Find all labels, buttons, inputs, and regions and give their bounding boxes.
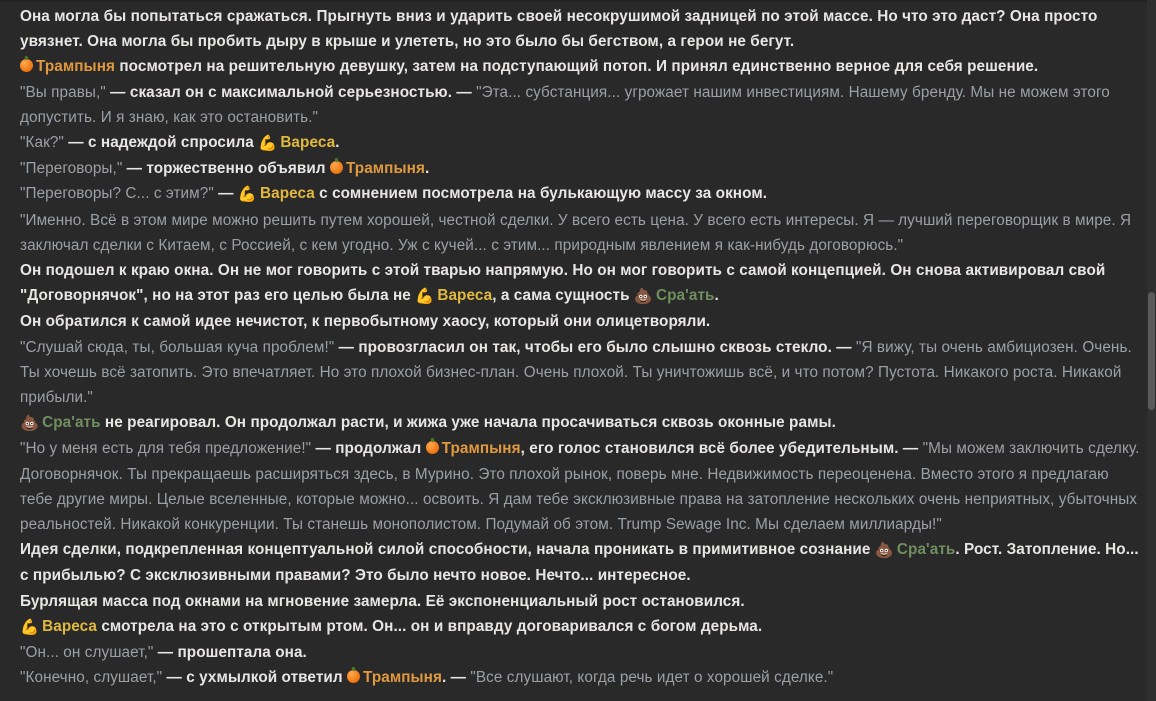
dialogue-text: "Вы правы," — [20, 83, 106, 101]
narration-text: "Договорнячок" — [20, 287, 144, 305]
character-name-varesa: Вареса — [259, 185, 315, 203]
narration-text: — с ухмылкой ответил — [162, 669, 347, 687]
narration-text: . — [714, 287, 719, 305]
narration-text: — сказал он с максимальной серьезностью. — — [105, 83, 477, 101]
narration-text: Он обратился к самой идее нечистот, к первобытному хаосу, который они олицетворяли. — [20, 313, 711, 331]
story-paragraph — [20, 156, 1144, 181]
narration-text: не реагировал. Он продолжал расти, и жижа уже начала просачиваться сквозь оконные рамы. — [100, 414, 836, 432]
narration-text: , его голос становился всё более убедительным. — — [520, 440, 923, 458]
narration-text: Идея сделки, подкрепленная концептуальной силой способности, начала проникать в примитивное сознание — [20, 541, 875, 559]
narration-text: Бурлящая масса под окнами на мгновение замерла. Её экспоненциальный рост остановился. — [20, 592, 745, 610]
flexed-biceps-icon: 💪 — [20, 617, 40, 636]
story-paragraph — [20, 80, 1144, 130]
story-paragraph — [20, 665, 1144, 690]
dialogue-text: "Переговоры," — [20, 160, 123, 178]
character-name-trump: Трампыня — [36, 58, 116, 76]
trump-orange-icon — [426, 441, 439, 454]
character-name-srat: Сра'ать — [896, 541, 956, 559]
dialogue-text: "Переговоры? С... с этим?" — [20, 185, 214, 203]
narration-text: — провозгласил он так, чтобы его было слышно сквозь стекло. — — [334, 338, 856, 356]
flexed-biceps-icon: 💪 — [258, 134, 278, 153]
story-paragraph — [20, 614, 1144, 640]
poop-icon: 💩 — [20, 414, 40, 433]
narration-text: Она могла бы попытаться сражаться. Прыгнуть вниз и ударить своей несокрушимой задницей по этой массе. Но что это даст? Она просто увязнет. Она могла бы пробить дыру в крыше и улететь, но это было бы бегством, а герои не бегут. — [20, 8, 1098, 51]
dialogue-text: "Именно. Всё в этом мире можно решить путем хорошей, честной сделки. У всего есть цена. У всего есть интересы. Я — лучший переговорщик в мире. Я заключал сделки с Китаем, с Россией, с кем угодно. Уж с кучей... с этим... природным явлением я как-нибудь договорюсь." — [20, 211, 1132, 254]
dialogue-text: "Как?" — [20, 134, 64, 152]
trump-orange-icon — [347, 670, 360, 683]
flexed-biceps-icon: 💪 — [415, 287, 435, 306]
story-text-body — [20, 0, 1144, 690]
narration-text: с сомнением посмотрела на булькающую массу за окном. — [314, 185, 768, 203]
narration-text: . — [335, 134, 340, 152]
character-name-srat: Сра'ать — [656, 287, 715, 305]
character-name-varesa: Вареса — [280, 134, 336, 152]
character-name-srat: Сра'ать — [42, 414, 101, 432]
narration-text: — прошептала она. — [153, 644, 307, 662]
trump-orange-icon — [330, 161, 343, 174]
narration-text: — — [213, 185, 238, 203]
character-name-varesa: Вареса — [437, 287, 493, 305]
flexed-biceps-icon: 💪 — [237, 185, 257, 204]
dialogue-text: "Он... он слушает," — [20, 644, 154, 662]
story-paragraph — [20, 589, 1144, 614]
narration-text: . Рост. Затопление. Но... с прибылью? С эксклюзивными правами? Это было нечто новое. Нечто... интересное. — [20, 541, 1139, 585]
vertical-scrollbar-track[interactable] — [1147, 0, 1156, 701]
story-paragraph — [20, 335, 1144, 411]
dialogue-text: "Конечно, слушает," — [20, 669, 163, 687]
story-paragraph — [20, 537, 1144, 588]
story-paragraph — [20, 54, 1144, 79]
narration-text: . — — [442, 669, 471, 687]
character-name-trump: Трампыня — [362, 669, 442, 687]
story-paragraph — [20, 640, 1144, 665]
narration-text: Он подошел к краю окна. Он не мог говорить с этой тварью напрямую. Но он мог говорить с самой концепцией. Он снова активировал свой — [20, 262, 1106, 280]
story-paragraph — [20, 258, 1144, 309]
story-paragraph — [20, 181, 1144, 207]
poop-icon: 💩 — [874, 541, 894, 560]
narration-text: , но на этот раз его целью была не — [143, 287, 416, 305]
character-name-trump: Трампыня — [345, 160, 425, 178]
dialogue-text: "Я вижу, ты очень амбициозен. Очень. Ты хочешь всё затопить. Это впечатляет. Но это плохой бизнес-план. Очень плохой. Ты уничтожишь всё, и что потом? Пустота. Никакого роста. Никакой прибыли." — [20, 338, 1132, 407]
narration-text: , а сама сущность — [492, 287, 634, 305]
story-paragraph — [20, 130, 1144, 156]
trump-orange-icon — [20, 59, 33, 72]
dialogue-text: "Все слушают, когда речь идет о хорошей сделке." — [470, 669, 834, 687]
narration-text: смотрела на это с открытым ртом. Он... он и вправду договаривался с богом дерьма. — [97, 617, 763, 635]
narration-text: посмотрел на решительную девушку, затем на подступающий потоп. И принял единственно верное для себя решение. — [115, 58, 1039, 76]
story-paragraph — [20, 436, 1144, 537]
dialogue-text: "Эта... субстанция... угрожает нашим инвестициям. Нашему бренду. Мы не можем этого допустить. И я знаю, как это остановить." — [20, 83, 1110, 126]
character-name-trump: Трампыня — [441, 440, 521, 458]
narration-text: . — [424, 160, 430, 178]
page-top-edge — [0, 0, 1156, 2]
narration-text: — с надеждой спросила — [63, 134, 259, 152]
dialogue-text: "Но у меня есть для тебя предложение!" — [20, 440, 312, 458]
story-paragraph — [20, 309, 1144, 334]
story-paragraph — [20, 208, 1144, 258]
dialogue-text: "Мы можем заключить сделку. Договорнячок. Ты прекращаешь расширяться здесь, в Мурино. Это плохой рынок, поверь мне. Недвижимость переоценена. Вместо этого я предлагаю тебе другие миры. Целые вселенные, которые можно... освоить. Я дам тебе эксклюзивные права на затопление нескольких очень неприятных, убыточных реальностей. Никакой конкуренции. Ты станешь монополистом. Подумай об этом. Trump Sewage Inc. Мы сделаем миллиарды!" — [20, 440, 1140, 534]
story-paragraph — [20, 4, 1144, 54]
character-name-varesa: Вареса — [42, 617, 97, 635]
vertical-scrollbar-thumb[interactable] — [1148, 292, 1155, 410]
story-paragraph — [20, 410, 1144, 436]
narration-text: — торжественно объявил — [122, 160, 330, 178]
narration-text: — продолжал — [311, 440, 426, 458]
dialogue-text: "Слушай сюда, ты, большая куча проблем!" — [20, 338, 335, 356]
poop-icon: 💩 — [633, 287, 654, 306]
